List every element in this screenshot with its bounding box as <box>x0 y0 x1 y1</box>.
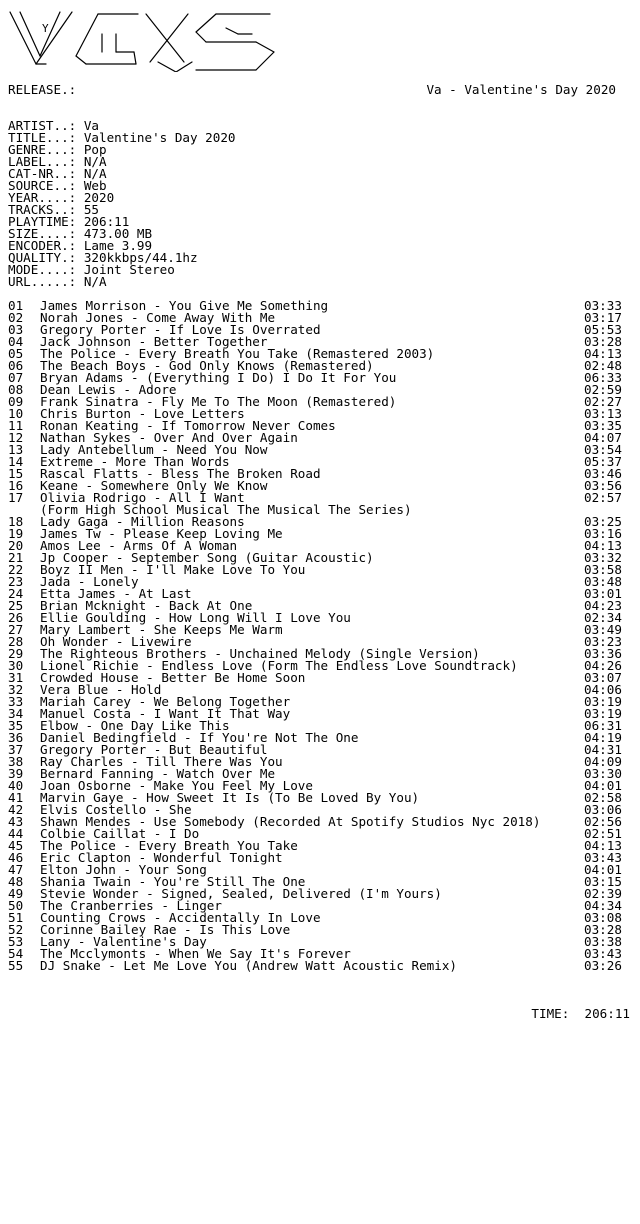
track-duration: 03:36 <box>584 646 622 661</box>
track-duration: 04:34 <box>584 898 622 913</box>
track-number: 40 <box>8 778 24 793</box>
track-duration: 02:58 <box>584 790 622 805</box>
info-value: Valentine's Day 2020 <box>83 130 236 145</box>
track-duration: 03:49 <box>584 622 622 637</box>
track-duration: 03:54 <box>584 442 622 457</box>
track-number: 13 <box>8 442 24 457</box>
track-title: James Morrison - You Give Me Something <box>40 298 329 313</box>
info-value: 473.00 MB <box>83 226 153 241</box>
track-title: Manuel Costa - I Want It That Way <box>40 706 291 721</box>
track-duration: 03:06 <box>584 802 622 817</box>
track-duration: 03:48 <box>584 574 622 589</box>
track-duration: 03:19 <box>584 706 622 721</box>
total-time-value: 206:11 <box>584 1006 630 1021</box>
track-number: 55 <box>8 958 24 973</box>
track-number: 33 <box>8 694 24 709</box>
track-duration: 05:53 <box>584 322 622 337</box>
track-number: 41 <box>8 790 24 805</box>
track-duration: 03:26 <box>584 958 622 973</box>
track-duration: 03:17 <box>584 310 622 325</box>
track-title: Shania Twain - You're Still The One <box>40 874 306 889</box>
track-number: 34 <box>8 706 24 721</box>
track-title: Oh Wonder - Livewire <box>40 634 192 649</box>
track-title: Lany - Valentine's Day <box>40 934 207 949</box>
track-title: Lady Gaga - Million Reasons <box>40 514 245 529</box>
track-number: 05 <box>8 346 24 361</box>
track-duration: 03:56 <box>584 478 622 493</box>
track-number: 28 <box>8 634 24 649</box>
track-number: 20 <box>8 538 24 553</box>
track-title: Corinne Bailey Rae - Is This Love <box>40 922 291 937</box>
track-title: DJ Snake - Let Me Love You (Andrew Watt Acoustic Remix) <box>40 958 458 973</box>
track-duration: 02:27 <box>584 394 622 409</box>
track-duration: 03:43 <box>584 850 622 865</box>
track-number: 54 <box>8 946 24 961</box>
track-number: 10 <box>8 406 24 421</box>
info-value: 2020 <box>83 190 115 205</box>
track-title: Gregory Porter - If Love Is Overrated <box>40 322 321 337</box>
track-title: Mariah Carey - We Belong Together <box>40 694 291 709</box>
track-title: Amos Lee - Arms Of A Woman <box>40 538 238 553</box>
track-duration: 06:33 <box>584 370 622 385</box>
track-title: Colbie Caillat - I Do <box>40 826 200 841</box>
track-title: The Righteous Brothers - Unchained Melody (Single Version) <box>40 646 480 661</box>
track-title: Nathan Sykes - Over And Over Again <box>40 430 298 445</box>
track-duration: 03:30 <box>584 766 622 781</box>
track-number: 38 <box>8 754 24 769</box>
info-value: Web <box>83 178 107 193</box>
track-title: Boyz II Men - I'll Make Love To You <box>40 562 306 577</box>
track-number: 03 <box>8 322 24 337</box>
track-number: 11 <box>8 418 24 433</box>
track-title: Keane - Somewhere Only We Know <box>40 478 268 493</box>
track-duration: 03:23 <box>584 634 622 649</box>
track-duration: 04:13 <box>584 538 622 553</box>
track-duration: 03:28 <box>584 922 622 937</box>
track-number: 48 <box>8 874 24 889</box>
info-value: N/A <box>83 166 107 181</box>
track-duration: 03:16 <box>584 526 622 541</box>
release-value: Va - Valentine's Day 2020 <box>426 82 616 97</box>
track-title: Eric Clapton - Wonderful Tonight <box>40 850 283 865</box>
track-number: 18 <box>8 514 24 529</box>
info-value: N/A <box>83 154 107 169</box>
track-duration: 03:38 <box>584 934 622 949</box>
track-duration: 05:37 <box>584 454 622 469</box>
track-number: 31 <box>8 670 24 685</box>
track-title: Olivia Rodrigo - All I Want <box>40 490 245 505</box>
track-number: 04 <box>8 334 24 349</box>
info-value: 206:11 <box>83 214 130 229</box>
track-number: 52 <box>8 922 24 937</box>
track-title: Daniel Bedingfield - If You're Not The One <box>40 730 359 745</box>
track-duration: 03:43 <box>584 946 622 961</box>
track-title: Norah Jones - Come Away With Me <box>40 310 276 325</box>
track-duration: 04:13 <box>584 346 622 361</box>
track-number: 22 <box>8 562 24 577</box>
track-duration: 03:19 <box>584 694 622 709</box>
track-number: 02 <box>8 310 24 325</box>
track-title: Joan Osborne - Make You Feel My Love <box>40 778 313 793</box>
track-title: Jp Cooper - September Song (Guitar Acoustic) <box>40 550 374 565</box>
track-title: Elbow - One Day Like This <box>40 718 230 733</box>
track-number: 50 <box>8 898 24 913</box>
track-number: 44 <box>8 826 24 841</box>
svg-text:Y: Y <box>42 22 49 35</box>
track-number: 14 <box>8 454 24 469</box>
track-title: Vera Blue - Hold <box>40 682 162 697</box>
track-title: Crowded House - Better Be Home Soon <box>40 670 306 685</box>
track-title: Jada - Lonely <box>40 574 139 589</box>
track-number: 39 <box>8 766 24 781</box>
release-label: RELEASE.: <box>8 82 77 97</box>
track-title: The Beach Boys - God Only Knows (Remastered) <box>40 358 374 373</box>
track-number: 17 <box>8 490 24 505</box>
info-key: CAT-NR..: <box>8 166 77 181</box>
track-number: 35 <box>8 718 24 733</box>
track-title: Counting Crows - Accidentally In Love <box>40 910 321 925</box>
track-title: Bernard Fanning - Watch Over Me <box>40 766 276 781</box>
track-number: 21 <box>8 550 24 565</box>
track-title: Gregory Porter - But Beautiful <box>40 742 268 757</box>
track-number: 42 <box>8 802 24 817</box>
track-title: Stevie Wonder - Signed, Sealed, Delivered (I'm Yours) <box>40 886 442 901</box>
track-row <box>0 960 640 972</box>
track-number: 32 <box>8 682 24 697</box>
track-number: 36 <box>8 730 24 745</box>
track-title: Jack Johnson - Better Together <box>40 334 268 349</box>
track-title: Lady Antebellum - Need You Now <box>40 442 268 457</box>
track-number: 43 <box>8 814 24 829</box>
track-number: 09 <box>8 394 24 409</box>
track-number: 19 <box>8 526 24 541</box>
track-title: Extreme - More Than Words <box>40 454 230 469</box>
track-title: Rascal Flatts - Bless The Broken Road <box>40 466 321 481</box>
track-duration: 06:31 <box>584 718 622 733</box>
track-duration: 04:19 <box>584 730 622 745</box>
track-number: 06 <box>8 358 24 373</box>
track-title: Brian Mcknight - Back At One <box>40 598 253 613</box>
track-number: 23 <box>8 574 24 589</box>
track-duration: 02:56 <box>584 814 622 829</box>
track-duration: 02:39 <box>584 886 622 901</box>
info-key: ENCODER.: <box>8 238 77 253</box>
track-title: The Police - Every Breath You Take (Remastered 2003) <box>40 346 435 361</box>
info-key: ARTIST..: <box>8 118 77 133</box>
track-number: 01 <box>8 298 24 313</box>
track-number: 29 <box>8 646 24 661</box>
track-number: 15 <box>8 466 24 481</box>
track-duration: 02:57 <box>584 490 622 505</box>
track-duration: 03:35 <box>584 418 622 433</box>
track-duration: 04:06 <box>584 682 622 697</box>
info-key: TITLE...: <box>8 130 77 145</box>
track-title: The Cranberries - Linger <box>40 898 222 913</box>
track-duration: 03:46 <box>584 466 622 481</box>
track-duration: 04:23 <box>584 598 622 613</box>
track-duration: 03:08 <box>584 910 622 925</box>
track-title: Bryan Adams - (Everything I Do) I Do It For You <box>40 370 397 385</box>
track-duration: 04:26 <box>584 658 622 673</box>
track-duration: 04:01 <box>584 862 622 877</box>
track-number: 49 <box>8 886 24 901</box>
track-duration: 03:28 <box>584 334 622 349</box>
track-duration: 03:25 <box>584 514 622 529</box>
track-number: 24 <box>8 586 24 601</box>
track-title: Ellie Goulding - How Long Will I Love You <box>40 610 351 625</box>
track-duration: 04:13 <box>584 838 622 853</box>
vgs-logo <box>6 6 278 72</box>
info-value: N/A <box>83 274 107 289</box>
track-number: 27 <box>8 622 24 637</box>
track-number: 53 <box>8 934 24 949</box>
track-number: 07 <box>8 370 24 385</box>
info-value: 320kkbps/44.1hz <box>83 250 198 265</box>
track-title: Elton John - Your Song <box>40 862 207 877</box>
track-number: 25 <box>8 598 24 613</box>
info-value: Joint Stereo <box>83 262 175 277</box>
track-duration: 03:15 <box>584 874 622 889</box>
info-key: QUALITY.: <box>8 250 77 265</box>
track-number: 12 <box>8 430 24 445</box>
track-number: 45 <box>8 838 24 853</box>
total-time-label: TIME: <box>531 1006 570 1021</box>
track-duration: 04:07 <box>584 430 622 445</box>
track-title: Ray Charles - Till There Was You <box>40 754 283 769</box>
track-duration: 03:32 <box>584 550 622 565</box>
info-key: TRACKS..: <box>8 202 77 217</box>
track-title: Mary Lambert - She Keeps Me Warm <box>40 622 283 637</box>
track-duration: 03:58 <box>584 562 622 577</box>
track-number: 26 <box>8 610 24 625</box>
track-title: The Police - Every Breath You Take <box>40 838 298 853</box>
track-duration: 02:59 <box>584 382 622 397</box>
track-duration: 04:31 <box>584 742 622 757</box>
track-title: The Mcclymonts - When We Say It's Forever <box>40 946 351 961</box>
track-duration: 04:01 <box>584 778 622 793</box>
track-title: Etta James - At Last <box>40 586 192 601</box>
track-title: (Form High School Musical The Musical The Series) <box>40 502 412 517</box>
track-title: Frank Sinatra - Fly Me To The Moon (Remastered) <box>40 394 397 409</box>
info-line <box>8 276 107 288</box>
track-number: 47 <box>8 862 24 877</box>
track-duration: 02:48 <box>584 358 622 373</box>
info-value: 55 <box>83 202 100 217</box>
total-time <box>531 1008 630 1020</box>
track-title: Ronan Keating - If Tomorrow Never Comes <box>40 418 336 433</box>
info-value: Va <box>83 118 100 133</box>
info-key: SIZE....: <box>8 226 77 241</box>
track-duration: 02:51 <box>584 826 622 841</box>
track-duration: 03:13 <box>584 406 622 421</box>
info-key: MODE....: <box>8 262 77 277</box>
track-duration: 04:09 <box>584 754 622 769</box>
info-key: URL.....: <box>8 274 77 289</box>
track-number: 08 <box>8 382 24 397</box>
info-key: GENRE...: <box>8 142 77 157</box>
track-title: Chris Burton - Love Letters <box>40 406 245 421</box>
track-duration: 03:01 <box>584 586 622 601</box>
info-key: YEAR....: <box>8 190 77 205</box>
info-key: LABEL...: <box>8 154 77 169</box>
info-value: Lame 3.99 <box>83 238 153 253</box>
track-duration: 02:34 <box>584 610 622 625</box>
track-title: Shawn Mendes - Use Somebody (Recorded At Spotify Studios Nyc 2018) <box>40 814 541 829</box>
track-title: Elvis Costello - She <box>40 802 192 817</box>
info-key: PLAYTIME: <box>8 214 77 229</box>
track-title: Dean Lewis - Adore <box>40 382 177 397</box>
track-number: 16 <box>8 478 24 493</box>
info-key: SOURCE..: <box>8 178 77 193</box>
track-duration: 03:33 <box>584 298 622 313</box>
track-number: 46 <box>8 850 24 865</box>
track-title: Lionel Richie - Endless Love (Form The Endless Love Soundtrack) <box>40 658 518 673</box>
track-number: 51 <box>8 910 24 925</box>
track-number: 30 <box>8 658 24 673</box>
track-title: Marvin Gaye - How Sweet It Is (To Be Loved By You) <box>40 790 420 805</box>
track-duration: 03:07 <box>584 670 622 685</box>
track-title: James Tw - Please Keep Loving Me <box>40 526 283 541</box>
track-number: 37 <box>8 742 24 757</box>
info-value: Pop <box>83 142 107 157</box>
